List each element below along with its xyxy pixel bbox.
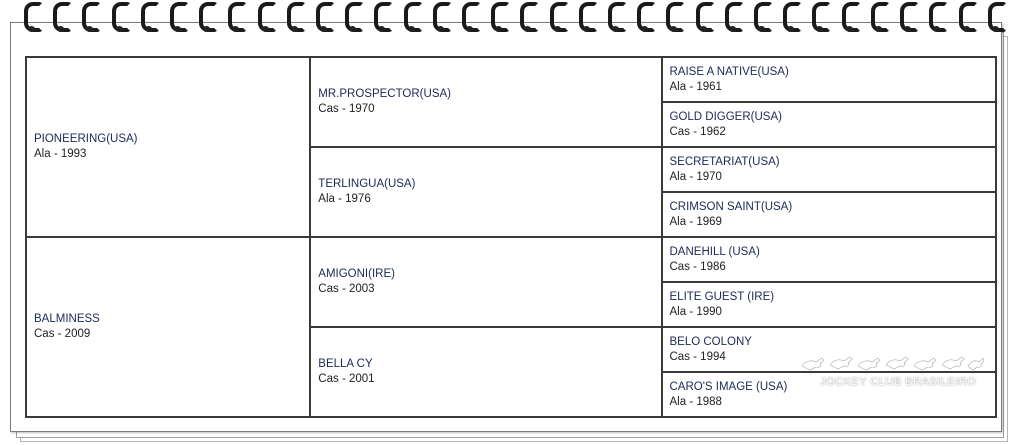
horse-name: ELITE GUEST (IRE) [669,290,775,303]
binding-ring-icon [957,0,973,36]
binding-ring-icon [694,0,710,36]
dam-sire-cell [310,237,661,327]
horse-info: Ala - 1993 [34,148,87,160]
horse-info: Ala - 1970 [669,170,722,183]
horse-name: AMIGONI(IRE) [318,268,395,280]
horse-info: Ala - 1988 [669,395,722,408]
horse-name: SECRETARIAT(USA) [669,155,780,168]
binding-ring-icon [869,0,885,36]
binding-ring-icon [22,0,38,36]
binding-ring-icon [80,0,96,36]
horse-name: TERLINGUA(USA) [318,178,416,190]
horse-name: DANEHILL (USA) [669,245,760,258]
horse-info: Cas - 2001 [318,373,375,385]
horse-name: BELO COLONY [669,335,752,348]
binding-ring-icon [431,0,447,36]
horse-info: Cas - 2003 [318,283,375,295]
binding-ring-icon [197,0,213,36]
dam-dam-cell [310,327,661,417]
horse-info: Cas - 1994 [669,350,726,363]
horse-info: Ala - 1990 [669,305,722,318]
jockey-club-watermark [800,352,985,394]
binding-ring-icon [256,0,272,36]
binding-ring-icon [285,0,301,36]
binding-ring-icon [723,0,739,36]
binding-ring-icon [606,0,622,36]
binding-ring-icon [752,0,768,36]
binding-ring-icon [489,0,505,36]
horse-info: Ala - 1969 [669,215,722,228]
horse-name: BALMINESS [34,313,100,325]
sire-dam-cell [310,147,661,237]
ancestor-cell [662,57,997,102]
horse-name: RAISE A NATIVE(USA) [669,65,789,78]
binding-ring-icon [518,0,534,36]
binding-ring-icon [139,0,155,36]
binding-ring-icon [548,0,564,36]
watermark-text: JOCKEY CLUB BRASILEIRO [820,376,977,388]
binding-ring-icon [168,0,184,36]
horse-name: GOLD DIGGER(USA) [669,110,782,123]
sire-cell [26,57,310,237]
horse-info: Cas - 1986 [669,260,726,273]
sire-sire-cell [310,57,661,147]
horse-name: PIONEERING(USA) [34,133,138,145]
ancestor-cell [662,192,997,237]
binding-ring-icon [927,0,943,36]
binding-ring-icon [840,0,856,36]
horse-name: CARO'S IMAGE (USA) [669,380,788,393]
binding-ring-icon [986,0,1002,36]
binding-ring-icon [226,0,242,36]
binding-ring-icon [781,0,797,36]
dam-cell [26,237,310,417]
horse-info: Cas - 2009 [34,328,91,340]
spiral-binding [22,0,1002,40]
binding-ring-icon [314,0,330,36]
binding-ring-icon [372,0,388,36]
binding-ring-icon [402,0,418,36]
horse-info: Cas - 1962 [669,125,726,138]
horse-name: BELLA CY [318,358,373,370]
binding-ring-icon [460,0,476,36]
ancestor-cell [662,282,997,327]
ancestor-cell [662,102,997,147]
horse-name: CRIMSON SAINT(USA) [669,200,793,213]
binding-ring-icon [810,0,826,36]
binding-ring-icon [110,0,126,36]
binding-ring-icon [51,0,67,36]
binding-ring-icon [898,0,914,36]
racing-horses-icon [800,352,985,372]
horse-info: Ala - 1976 [318,193,371,205]
binding-ring-icon [343,0,359,36]
horse-info: Cas - 1970 [318,103,375,115]
ancestor-cell [662,237,997,282]
ancestor-cell [662,147,997,192]
horse-name: MR.PROSPECTOR(USA) [318,88,451,100]
binding-ring-icon [577,0,593,36]
horse-info: Ala - 1961 [669,80,722,93]
binding-ring-icon [635,0,651,36]
binding-ring-icon [664,0,680,36]
